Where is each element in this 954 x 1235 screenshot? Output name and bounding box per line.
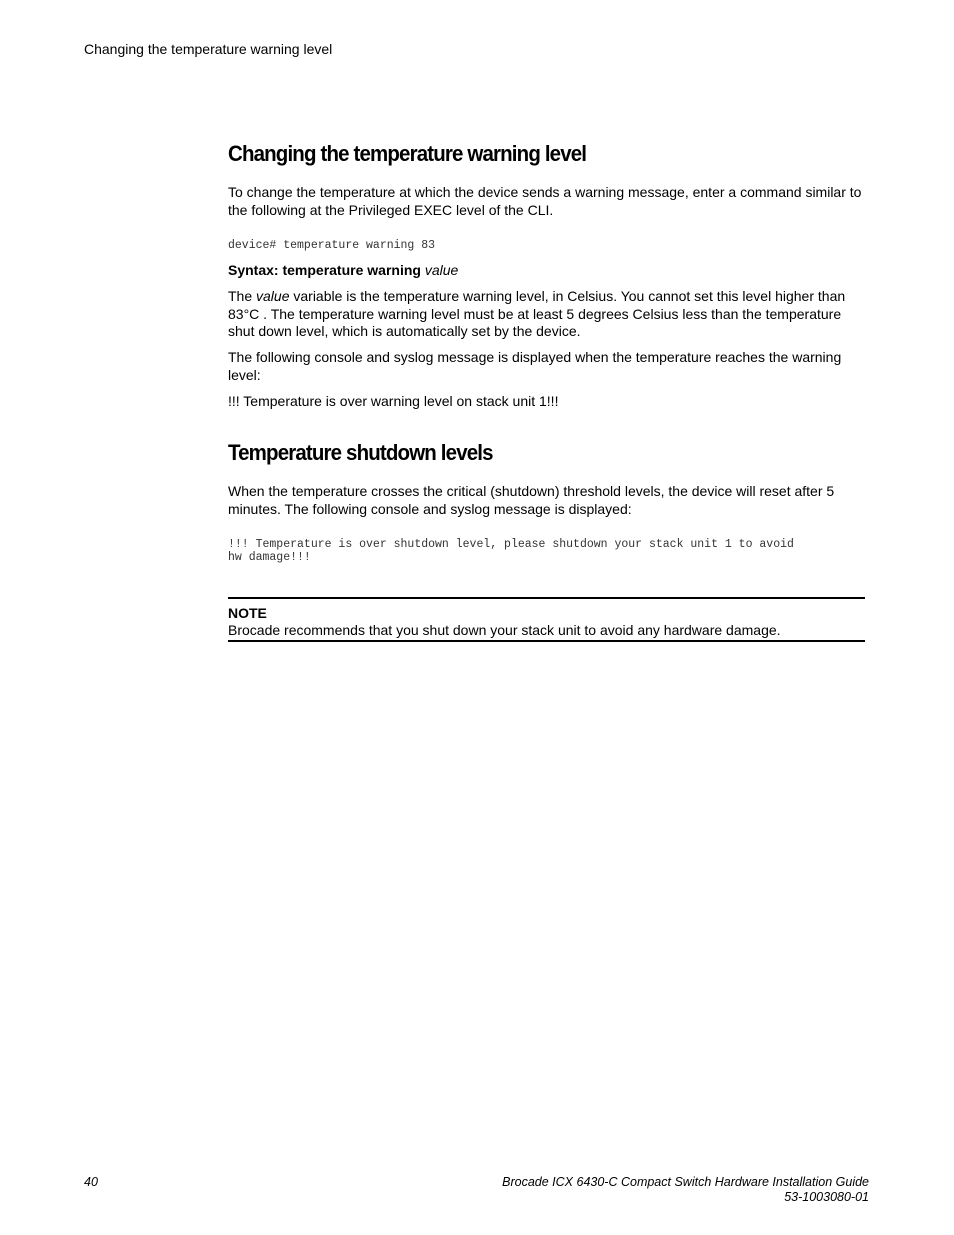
document-title: Brocade ICX 6430-C Compact Switch Hardware Installation Guide: [502, 1175, 869, 1189]
document-number: 53-1003080-01: [784, 1190, 869, 1204]
running-header: Changing the temperature warning level: [84, 41, 333, 57]
syntax-line: [228, 262, 865, 280]
value-paragraph-prefix: The: [228, 288, 253, 304]
warning-message: !!! Temperature is over warning level on stack unit 1!!!: [228, 393, 559, 409]
value-paragraph-rest: variable is the temperature warning level, in Celsius. You cannot set this level higher than 83°C . The temperature warning level must be at least 5 degrees Celsius less than the temperature shut down level, which is automatically set by the device.: [228, 288, 846, 339]
section-heading-temperature-warning: Changing the temperature warning level: [228, 141, 587, 166]
intro-paragraph: To change the temperature at which the device sends a warning message, enter a command similar to the following at the Privileged EXEC level of the CLI.: [228, 184, 862, 218]
shutdown-intro-paragraph: When the temperature crosses the critical (shutdown) threshold levels, the device will reset after 5 minutes. The following console and syslog message is displayed:: [228, 483, 835, 517]
note-title: NOTE: [228, 605, 267, 621]
syntax-argument: value: [424, 262, 459, 278]
value-description-paragraph: [228, 288, 865, 341]
shutdown-message-line-2: hw damage!!!: [228, 551, 311, 564]
note-text: Brocade recommends that you shut down your stack unit to avoid any hardware damage.: [228, 622, 781, 638]
section-heading-shutdown-levels: Temperature shutdown levels: [228, 440, 493, 465]
page-number: 40: [84, 1175, 98, 1189]
value-variable: value: [256, 288, 290, 304]
footer-document-info: [502, 1175, 869, 1205]
command-example: device# temperature warning 83: [228, 239, 436, 252]
note-box: [228, 597, 865, 642]
shutdown-message-line-1: !!! Temperature is over shutdown level, please shutdown your stack unit 1 to avoid: [228, 538, 794, 551]
syntax-label: Syntax: temperature warning: [228, 262, 421, 278]
warning-message-intro: The following console and syslog message is displayed when the temperature reaches the warning level:: [228, 349, 842, 383]
